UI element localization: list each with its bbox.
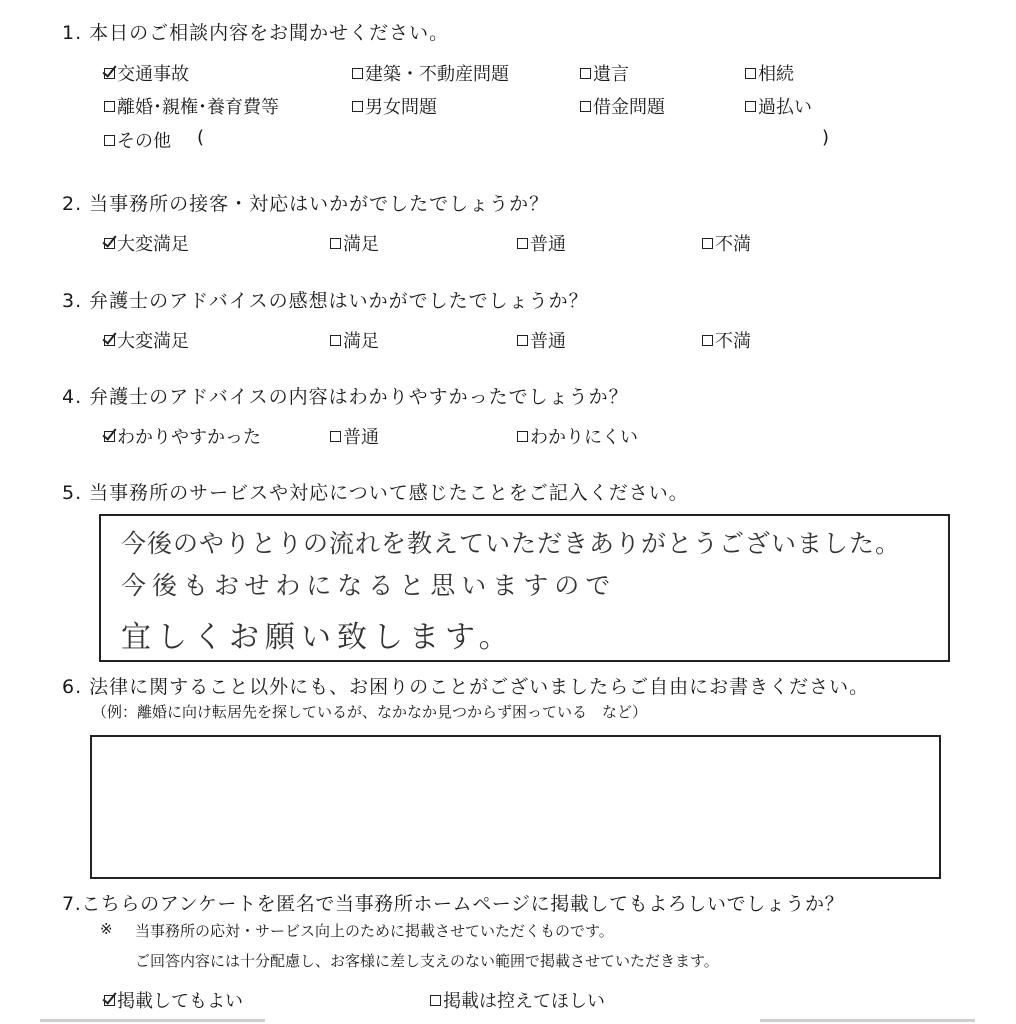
- q3-option-normal[interactable]: 普通: [517, 327, 566, 353]
- checkbox-checked[interactable]: [104, 431, 115, 442]
- checkbox[interactable]: [702, 238, 713, 249]
- q7-note-line-1: 当事務所の応対・サービス向上のために掲載させていただくものです。: [135, 922, 614, 940]
- q4-option-easy[interactable]: わかりやすかった: [104, 423, 261, 449]
- checkbox[interactable]: [352, 68, 363, 79]
- q7-note-mark: ※: [100, 920, 113, 938]
- q1-option-inheritance[interactable]: 相続: [745, 60, 794, 86]
- q7-note-line-2: ご回答内容には十分配慮し、お客様に差し支えのない範囲で掲載させていただきます。: [135, 952, 719, 970]
- q1-option-relationship[interactable]: 男女問題: [352, 93, 437, 119]
- q3-option-very-satisfied[interactable]: 大変満足: [104, 327, 189, 353]
- q3-option-satisfied[interactable]: 満足: [330, 327, 379, 353]
- q2-option-dissatisfied[interactable]: 不満: [702, 230, 751, 256]
- q5-answer-line-2: 今後もおせわになると思いますので: [121, 571, 617, 600]
- q1-option-overpayment[interactable]: 過払い: [745, 93, 812, 119]
- q5-answer-line-3: 宜しくお願い致します。: [121, 620, 515, 655]
- checkbox[interactable]: [330, 238, 341, 249]
- checkbox-checked[interactable]: [104, 335, 115, 346]
- checkbox[interactable]: [745, 68, 756, 79]
- q1-option-construction-realestate[interactable]: 建築・不動産問題: [352, 60, 509, 86]
- question-2-title: 2. 当事務所の接客・対応はいかがでしたでしょうか？: [62, 193, 550, 215]
- checkbox[interactable]: [745, 101, 756, 112]
- q1-other-close-paren: ): [822, 127, 830, 148]
- scan-artifact-right: [760, 1019, 975, 1022]
- checkbox[interactable]: [104, 101, 115, 112]
- question-5-title: 5. 当事務所のサービスや対応について感じたことをご記入ください。: [62, 482, 689, 504]
- checkbox[interactable]: [517, 335, 528, 346]
- checkbox[interactable]: [330, 335, 341, 346]
- q7-option-decline[interactable]: 掲載は控えてほしい: [430, 987, 605, 1013]
- scan-artifact-left: [40, 1019, 265, 1022]
- q1-other-open-paren: (: [197, 127, 205, 148]
- checkbox[interactable]: [517, 238, 528, 249]
- question-6-title: 6. 法律に関すること以外にも、お困りのことがございましたらご自由にお書きください。: [62, 676, 870, 698]
- q6-example: （例：離婚に向け転居先を探しているが、なかなか見つからず困っている など）: [92, 703, 648, 721]
- q2-option-normal[interactable]: 普通: [517, 230, 566, 256]
- q1-option-divorce[interactable]: 離婚･親権･養育費等: [104, 93, 279, 119]
- q2-option-satisfied[interactable]: 満足: [330, 230, 379, 256]
- q5-answer-box[interactable]: [99, 514, 950, 662]
- question-7-title: 7.こちらのアンケートを匿名で当事務所ホームページに掲載してもよろしいでしょうか？: [62, 893, 845, 915]
- q7-option-allow[interactable]: 掲載してもよい: [104, 987, 243, 1013]
- q1-option-traffic-accident[interactable]: 交通事故: [104, 60, 189, 86]
- checkbox[interactable]: [330, 431, 341, 442]
- checkbox-checked[interactable]: [104, 238, 115, 249]
- checkbox[interactable]: [104, 135, 115, 146]
- q6-answer-box[interactable]: [90, 735, 941, 879]
- question-1-title: 1. 本日のご相談内容をお聞かせください。: [62, 22, 450, 44]
- checkbox[interactable]: [580, 68, 591, 79]
- q4-option-normal[interactable]: 普通: [330, 423, 379, 449]
- checkbox-checked[interactable]: [104, 995, 115, 1006]
- q2-option-very-satisfied[interactable]: 大変満足: [104, 230, 189, 256]
- checkbox[interactable]: [517, 431, 528, 442]
- q5-answer-line-1: 今後のやりとりの流れを教えていただきありがとうございました。: [121, 529, 902, 558]
- checkbox[interactable]: [352, 101, 363, 112]
- q4-option-hard[interactable]: わかりにくい: [517, 423, 638, 449]
- q1-option-will[interactable]: 遺言: [580, 60, 629, 86]
- checkbox[interactable]: [702, 335, 713, 346]
- checkbox[interactable]: [580, 101, 591, 112]
- checkbox[interactable]: [430, 995, 441, 1006]
- question-4-title: 4. 弁護士のアドバイスの内容はわかりやすかったでしょうか？: [62, 386, 629, 408]
- q1-option-other[interactable]: その他: [104, 127, 171, 153]
- question-3-title: 3. 弁護士のアドバイスの感想はいかがでしたでしょうか？: [62, 290, 589, 312]
- checkbox-checked[interactable]: [104, 68, 115, 79]
- q3-option-dissatisfied[interactable]: 不満: [702, 327, 751, 353]
- q1-option-debt[interactable]: 借金問題: [580, 93, 665, 119]
